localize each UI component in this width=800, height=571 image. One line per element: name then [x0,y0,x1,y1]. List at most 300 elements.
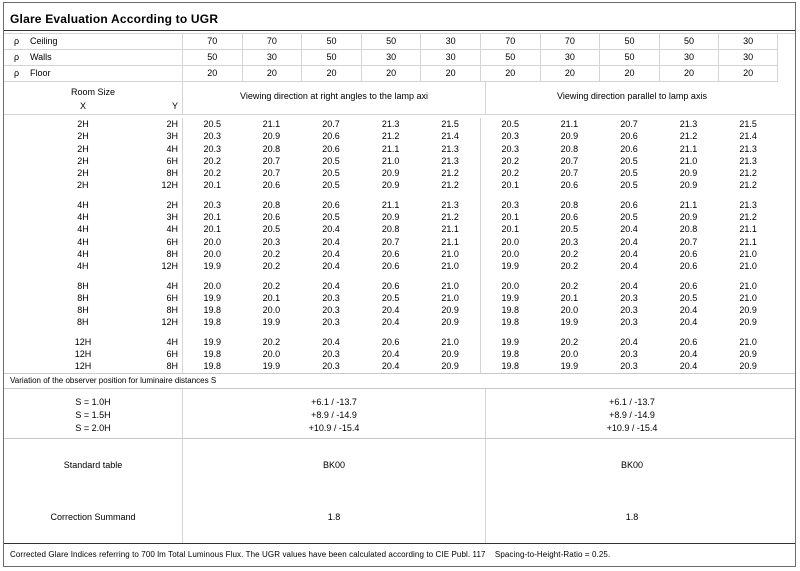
ugr-value: 21.1 [381,143,400,154]
room-size-cell [4,248,182,260]
ugr-value: 20.3 [322,349,340,360]
group-spacer-row [4,329,795,336]
s-values-right-angles [182,389,485,438]
spacer-cell [718,273,778,280]
room-y-value: 6H [166,349,178,360]
ugr-table-row [4,179,795,191]
report-frame [3,2,796,567]
ugr-table-row [4,248,795,260]
s-distance-label: S = 1.5H [75,410,111,420]
spacer-cell [659,329,719,336]
ugr-value: 20.6 [381,336,400,347]
ugr-value: 19.9 [182,260,242,272]
ugr-value: 19.8 [480,316,540,328]
reflectance-value: 30 [420,50,480,66]
ugr-value: 21.0 [441,336,459,347]
row-spacer [778,360,795,372]
reflectance-value: 20 [480,66,540,82]
row-spacer [778,236,795,248]
reflectance-value: 50 [659,34,719,50]
spacer-cell [480,329,540,336]
room-y-value: 12H [161,180,178,191]
ugr-value: 20.9 [739,305,757,316]
ugr-value: 20.3 [620,292,638,303]
ugr-value: 20.2 [560,248,579,259]
ugr-value: 20.6 [322,143,340,154]
ugr-value: 20.1 [182,211,242,223]
reflectance-table [4,33,795,82]
ugr-value: 19.8 [480,348,540,360]
row-spacer [778,248,795,260]
spacer-cell [242,192,302,199]
ugr-value: 20.3 [322,292,340,303]
ugr-value: 19.8 [480,360,540,372]
ugr-value: 20.4 [322,280,340,291]
ugr-value: 20.4 [381,361,400,372]
ugr-value: 20.4 [322,248,340,259]
reflectance-value: 20 [659,66,719,82]
standard-correction-labels [4,439,182,543]
spacer-cell [182,192,242,199]
ugr-table-row [4,199,795,211]
ugr-value: 21.4 [441,131,459,142]
rho-symbol: ρ [14,36,20,46]
ugr-value: 19.9 [560,361,579,372]
ugr-value: 19.8 [182,316,242,328]
reflectance-surface: Walls [30,52,52,62]
reflectance-value: 30 [659,50,719,66]
reflectance-value: 20 [599,66,659,82]
spacer-cell [361,192,421,199]
ugr-value: 20.0 [480,248,540,260]
ugr-value: 19.9 [262,361,281,372]
ugr-value: 20.4 [620,261,638,272]
spacer-cell [182,329,242,336]
ugr-value: 21.3 [441,143,459,154]
spacer-cell [659,192,719,199]
ugr-value: 21.0 [441,292,459,303]
ugr-value: 19.8 [480,304,540,316]
ugr-value: 20.8 [262,199,281,210]
ugr-table-row [4,236,795,248]
room-x-value: 2H [77,155,89,166]
reflectance-value: 20 [420,66,480,82]
row-spacer [778,66,795,82]
reflectance-value: 20 [182,66,242,82]
ugr-value: 20.2 [480,155,540,167]
ugr-value: 20.3 [322,305,340,316]
spacer-cell [4,273,182,280]
ugr-value: 20.2 [560,280,579,291]
ugr-value: 20.1 [480,223,540,235]
standard-correction-right-values [485,439,778,543]
ugr-value: 20.4 [679,349,698,360]
ugr-value: 20.9 [441,317,459,328]
ugr-value: 20.9 [679,180,698,191]
reflectance-value: 70 [182,34,242,50]
ugr-value: 20.9 [441,305,459,316]
room-size-cell [4,348,182,360]
room-size-cell [4,292,182,304]
ugr-value: 19.8 [182,348,242,360]
ugr-value: 20.7 [560,155,579,166]
ugr-value: 20.0 [262,305,281,316]
room-size-cell [4,280,182,292]
ugr-value: 21.2 [739,212,757,223]
room-x-value: 12H [74,349,92,360]
ugr-value: 20.0 [182,280,242,292]
ugr-value: 20.4 [679,305,698,316]
room-x-value: 12H [74,361,92,372]
ugr-table-row [4,118,795,130]
s-distance-labels [4,389,182,438]
ugr-value: 21.0 [739,292,757,303]
room-size-cell [4,167,182,179]
ugr-value: 20.4 [620,224,638,235]
ugr-value: 20.9 [560,131,579,142]
ugr-values-table [4,115,795,373]
room-size-cell [4,304,182,316]
ugr-value: 20.9 [679,168,698,179]
spacer-cell [4,192,182,199]
room-x-value: 8H [77,305,89,316]
ugr-value: 20.1 [560,292,579,303]
ugr-value: 20.5 [322,168,340,179]
s-distance-label: S = 1.0H [75,397,111,407]
row-spacer [778,348,795,360]
ugr-value: 21.0 [739,248,757,259]
row-spacer [778,118,795,130]
ugr-value: 20.3 [182,199,242,211]
ugr-value: 20.4 [322,336,340,347]
ugr-table-row [4,280,795,292]
standard-correction-left-values [182,439,485,543]
ugr-value: 20.3 [620,349,638,360]
std-section-spacer [778,439,795,543]
correction-summand-value-left: 1.8 [327,512,341,522]
ugr-value: 20.3 [262,236,281,247]
reflectance-value: 20 [242,66,302,82]
reflectance-label [4,66,182,82]
ugr-value: 20.6 [679,261,698,272]
ugr-value: 20.9 [381,180,400,191]
standard-table-value-left: BK00 [322,460,346,470]
room-x-value: 4H [77,224,89,235]
ugr-value: 21.1 [739,224,757,235]
ugr-value: 21.1 [739,236,757,247]
ugr-value: 20.5 [322,155,340,166]
parallel-group-header: Viewing direction parallel to lamp axis [485,82,778,114]
room-size-cell [4,223,182,235]
room-y-value: 6H [166,236,178,247]
spacer-cell [420,329,480,336]
row-spacer [778,50,795,66]
s-variation-value: +8.9 / -14.9 [609,410,655,420]
room-x-value: 8H [76,317,89,328]
ugr-value: 21.3 [739,143,757,154]
ugr-value: 20.4 [381,349,400,360]
ugr-table-row [4,304,795,316]
ugr-value: 20.5 [322,212,340,223]
group-spacer-row [4,273,795,280]
reflectance-row [4,34,795,50]
reflectance-value: 20 [540,66,600,82]
room-size-cell [4,179,182,191]
row-spacer [778,179,795,191]
room-x-value: 2H [76,180,89,191]
ugr-value: 20.5 [322,180,340,191]
ugr-table-row [4,223,795,235]
ugr-value: 20.5 [620,180,638,191]
ugr-value: 20.2 [182,155,242,167]
ugr-value: 20.6 [679,248,698,259]
ugr-value: 21.2 [441,212,459,223]
ugr-value: 20.6 [381,248,400,259]
ugr-value: 20.4 [322,224,340,235]
ugr-value: 20.9 [441,361,459,372]
room-x-value: 4H [77,236,89,247]
ugr-table-row [4,348,795,360]
spacer-cell [361,273,421,280]
room-x-value: 2H [77,168,89,179]
room-y-value: 2H [166,119,178,129]
ugr-value: 20.1 [480,211,540,223]
spacer-cell [778,273,795,280]
ugr-value: 20.7 [262,168,281,179]
correction-summand-label: Correction Summand [50,512,136,522]
reflectance-value: 70 [480,34,540,50]
room-size-cell [4,130,182,142]
ugr-value: 20.6 [381,261,400,272]
ugr-value: 20.3 [182,130,242,142]
ugr-value: 20.8 [262,143,281,154]
ugr-value: 20.5 [620,168,638,179]
ugr-value: 19.9 [560,317,579,328]
reflectance-value: 70 [242,34,302,50]
reflectance-value: 20 [301,66,361,82]
row-spacer [778,292,795,304]
row-spacer [778,167,795,179]
reflectance-value: 30 [242,50,302,66]
spacer-cell [242,273,302,280]
standard-table-value-right: BK00 [620,460,644,470]
ugr-value: 20.1 [480,179,540,191]
ugr-value: 21.1 [441,236,459,247]
right-angles-group-header: Viewing direction at right angles to the lamp axi [182,82,485,114]
spacer-cell [718,192,778,199]
ugr-table-row [4,260,795,272]
room-size-cell [4,236,182,248]
ugr-value: 20.2 [480,167,540,179]
ugr-value: 20.4 [620,248,638,259]
ugr-value: 20.6 [560,212,579,223]
ugr-value: 20.8 [381,224,400,235]
ugr-value: 21.1 [262,119,281,129]
ugr-value: 20.5 [620,212,638,223]
row-spacer [778,34,795,50]
ugr-value: 19.9 [480,292,540,304]
room-y-value: 12H [161,317,178,328]
reflectance-value: 20 [361,66,421,82]
correction-summand-value-right: 1.8 [625,512,639,522]
ugr-value: 20.1 [262,292,281,303]
ugr-value: 21.1 [560,119,579,129]
room-y-value: 8H [166,248,178,259]
room-x-value: 8H [77,280,89,291]
s-variation-value: +8.9 / -14.9 [311,410,357,420]
s-values-parallel [485,389,778,438]
ugr-value: 19.9 [182,336,242,348]
ugr-value: 21.0 [739,261,757,272]
spacer-cell [301,273,361,280]
ugr-value: 21.5 [441,119,459,129]
ugr-value: 20.0 [480,236,540,248]
spacer-cell [659,273,719,280]
row-spacer [778,280,795,292]
ugr-value: 21.2 [679,131,698,142]
row-spacer [778,316,795,328]
ugr-value: 20.1 [182,179,242,191]
ugr-value: 20.7 [679,236,698,247]
ugr-value: 20.4 [381,317,400,328]
reflectance-surface: Ceiling [30,36,58,46]
row-spacer [778,199,795,211]
ugr-value: 20.4 [381,305,400,316]
ugr-value: 20.7 [262,155,281,166]
ugr-value: 20.2 [262,280,281,291]
room-y-value: 8H [166,168,178,179]
ugr-value: 20.4 [322,261,340,272]
ugr-value: 21.3 [381,119,400,129]
row-spacer [778,211,795,223]
spacer-cell [778,329,795,336]
room-x-value: 4H [76,261,89,272]
ugr-value: 20.6 [381,280,400,291]
room-y-value: 2H [166,199,178,210]
room-y-value: 6H [166,155,178,166]
ugr-value: 20.4 [620,336,638,347]
y-column-header: Y [171,101,178,111]
ugr-value: 21.3 [441,155,459,166]
room-y-value: 4H [166,224,178,235]
room-size-header [4,82,182,114]
ugr-value: 20.9 [441,349,459,360]
ugr-value: 21.5 [739,119,757,129]
reflectance-row [4,66,795,82]
room-x-value: 12H [74,336,92,347]
room-x-value: 2H [77,131,89,142]
ugr-value: 21.0 [381,155,400,166]
ugr-value: 19.9 [182,292,242,304]
page-title: Glare Evaluation According to UGR [4,3,795,31]
room-x-value: 4H [77,199,89,210]
footer-note: Corrected Glare Indices referring to 700 lm Total Luminous Flux. The UGR values have been calculated according to CIE Publ. 117 Spacing-to-Height-Ratio = 0.25. [10,550,611,559]
ugr-value: 19.9 [480,336,540,348]
ugr-table-row [4,211,795,223]
spacer-cell [599,329,659,336]
room-y-value: 8H [166,305,178,316]
ugr-value: 20.2 [182,167,242,179]
ugr-value: 20.9 [262,131,281,142]
ugr-value: 21.3 [739,199,757,210]
ugr-value: 21.2 [739,168,757,179]
reflectance-value: 30 [420,34,480,50]
ugr-value: 20.5 [679,292,698,303]
room-size-cell [4,155,182,167]
ugr-value: 20.3 [620,305,638,316]
ugr-value: 20.7 [620,119,638,129]
s-variation-value: +10.9 / -15.4 [308,423,360,433]
ugr-value: 20.6 [262,180,281,191]
ugr-value: 19.9 [480,260,540,272]
ugr-value: 20.6 [262,212,281,223]
room-size-cell [4,118,182,130]
ugr-value: 20.3 [322,317,340,328]
ugr-value: 20.0 [182,236,242,248]
ugr-value: 20.5 [262,224,281,235]
room-y-value: 6H [166,292,178,303]
ugr-value: 20.3 [182,143,242,155]
reflectance-value: 30 [540,50,600,66]
ugr-value: 20.3 [620,317,638,328]
reflectance-value: 20 [718,66,778,82]
spacer-cell [540,329,600,336]
room-y-value: 4H [166,280,178,291]
ugr-table-row [4,167,795,179]
ugr-value: 20.9 [381,212,400,223]
ugr-value: 20.7 [381,236,400,247]
room-size-cell [4,360,182,372]
ugr-value: 20.2 [262,248,281,259]
ugr-value: 21.0 [739,336,757,347]
ugr-value: 20.5 [480,118,540,130]
ugr-value: 20.7 [560,168,579,179]
reflectance-value: 50 [301,34,361,50]
spacer-cell [718,329,778,336]
spacer-cell [420,273,480,280]
room-size-cell [4,143,182,155]
spacer-cell [480,192,540,199]
standard-correction-section [4,439,795,544]
variation-caption: Variation of the observer position for luminaire distances S [4,373,795,389]
reflectance-value: 50 [182,50,242,66]
row-spacer [778,336,795,348]
ugr-value: 20.1 [182,223,242,235]
reflectance-value: 30 [718,50,778,66]
ugr-value: 20.3 [480,143,540,155]
ugr-value: 20.5 [182,118,242,130]
ugr-value: 20.4 [322,236,340,247]
ugr-value: 20.2 [560,336,579,347]
ugr-value: 20.9 [679,212,698,223]
room-y-value: 4H [166,143,178,154]
ugr-value: 20.3 [480,199,540,211]
row-spacer [778,260,795,272]
ugr-value: 20.0 [560,305,579,316]
ugr-value: 20.9 [739,349,757,360]
ugr-value: 20.5 [620,155,638,166]
reflectance-value: 50 [301,50,361,66]
ugr-value: 21.1 [679,199,698,210]
spacer-cell [182,273,242,280]
ugr-value: 21.2 [381,131,400,142]
ugr-value: 20.4 [679,361,698,372]
row-spacer [778,143,795,155]
ugr-value: 21.0 [441,280,459,291]
room-x-value: 2H [77,143,89,154]
ugr-value: 20.3 [560,236,579,247]
spacer-cell [599,192,659,199]
